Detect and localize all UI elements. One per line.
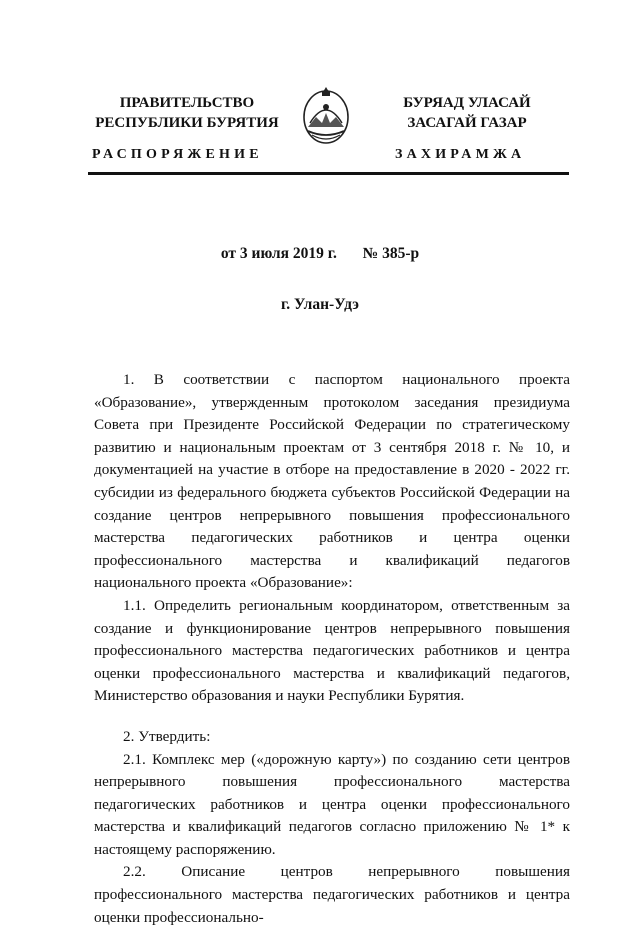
- paragraph-2-2: 2.2. Описание центров непрерывного повышения профессионального мастерства педагогических работников и центра оценки профессионально-: [94, 863, 570, 926]
- coat-of-arms-icon: [296, 83, 356, 147]
- document-type-buryat: ЗАХИРАМЖА: [395, 147, 526, 162]
- government-title: [92, 93, 282, 133]
- paragraph-1-1: 1.1. Определить региональным координатором, ответственным за создание и функционирование центров непрерывного повышения профессионального мастерства педагогических работников и центра оценки профессионального мастерства и квалификаций педагогов, Министерство образования и науки Республики Бурятия.: [94, 596, 570, 705]
- government-title-buryat: [382, 93, 552, 133]
- government-title-line1: ПРАВИТЕЛЬСТВО: [119, 95, 255, 111]
- document-body: [94, 369, 570, 929]
- paragraph-2-1: 2.1. Комплекс мер («дорожную карту») по созданию сети центров непрерывного повышения профессионального мастерства педагогических работников и центра оценки профессионального мастерства и квалификаций педагогов согласно приложению № 1* к настоящему распоряжению.: [94, 750, 570, 858]
- date-number-line: [0, 245, 640, 263]
- document-type: РАСПОРЯЖЕНИЕ: [92, 147, 263, 162]
- government-title-buryat-line1: БУРЯАД УЛАСАЙ: [403, 95, 531, 111]
- government-title-line2: РЕСПУБЛИКИ БУРЯТИЯ: [95, 115, 279, 131]
- paragraph-1: 1. В соответствии с паспортом национального проекта «Образование», утвержденным протоколом заседания президиума Совета при Президенте Российской Федерации по стратегическому развитию и национальным проектам от 3 сентября 2018 г. № 10, и документацией на участие в отборе на предоставление в 2020 - 2022 гг. субсидии из федерального бюджета субъектов Российской Федерации на создание центров непрерывного повышения профессионального мастерства педагогических работников и центра оценки профессионального мастерства и квалификаций педагогов национального проекта «Образование»:: [94, 371, 570, 592]
- document-number: № 385-р: [362, 245, 420, 262]
- paragraph-2: 2. Утвердить:: [123, 727, 211, 745]
- document-date: от 3 июля 2019 г.: [220, 245, 337, 262]
- header-divider: [88, 172, 569, 175]
- document-city: г. Улан-Удэ: [280, 296, 359, 313]
- government-title-buryat-line2: ЗАСАГАЙ ГАЗАР: [407, 115, 527, 131]
